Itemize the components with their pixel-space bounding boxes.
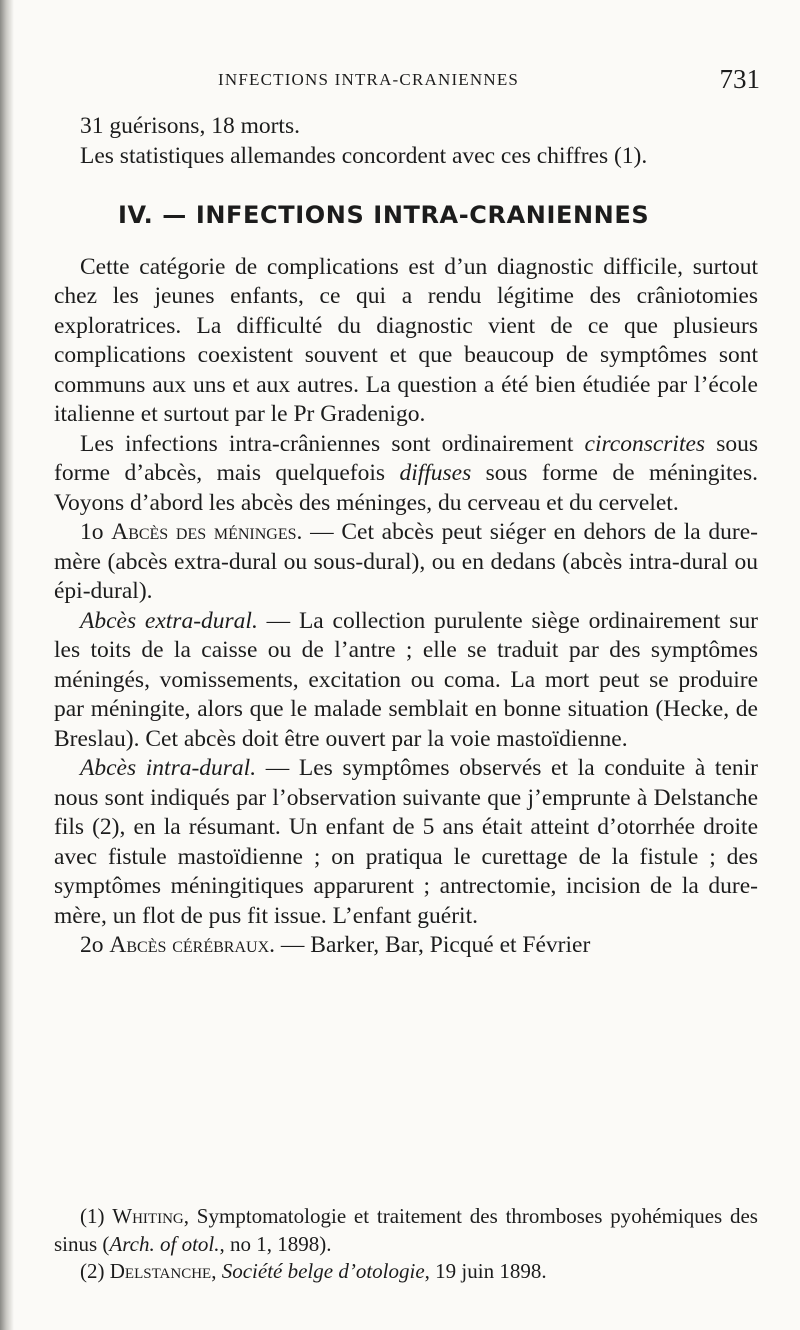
subsection-title-meninges: Abcès des méninges. <box>111 519 303 545</box>
paragraph-intradural <box>54 754 758 931</box>
footnotes <box>54 1203 758 1286</box>
text-run: sous forme de méningites. Voyons d’abord les abcès des méninges, du cerveau et du cervelet. <box>54 460 758 516</box>
subheading-extradural: Abcès extra-dural. <box>80 607 258 634</box>
page-body <box>54 112 758 961</box>
page-spine-shadow <box>0 0 14 1330</box>
footnote-author: Delstanche <box>109 1259 212 1283</box>
text-run: — Les symptômes observés et la conduite à tenir nous sont indiqués par l’observation suivante que j’emprunte à Delstanche fils (2), en la résumant. Un enfant de 5 ans était atteint d’otorrhée droite avec fistule mastoïdienne ; on pratiqua le curettage de la fistule ; des symptômes méningitiques apparurent ; antrectomie, incision de la dure-mère, un flot de pus fit issue. L’enfant guérit. <box>54 755 758 929</box>
footnote-marker: (2) <box>80 1259 110 1283</box>
subsection-title-cerebral: Abcès cérébraux. <box>109 932 276 958</box>
text-run: — Barker, Bar, Picqué et Février <box>275 932 591 958</box>
footnote-author: Whiting <box>112 1204 184 1228</box>
running-title: INFECTIONS INTRA-CRANIENNES <box>218 70 520 89</box>
paragraph-meninges-abscess <box>54 518 758 607</box>
text-run: , Symptomatologie et traitement des thromboses pyohémiques des sinus ( <box>54 1204 758 1256</box>
footnote-1 <box>54 1203 758 1258</box>
text-run: , 19 juin 1898. <box>424 1259 547 1283</box>
page-number: 731 <box>719 64 760 94</box>
footnote-journal: Société belge d’otologie <box>221 1259 425 1283</box>
paragraph-results: 31 guérisons, 18 morts. <box>80 113 300 139</box>
text-run: sous forme d’abcès, mais quelquefois <box>54 430 758 486</box>
footnote-2 <box>54 1258 758 1286</box>
running-head <box>90 64 760 98</box>
subheading-intradural: Abcès intra-dural. <box>80 755 257 781</box>
item-number: 1o <box>80 519 112 545</box>
paragraph-statistics: Les statistiques allemandes concordent avec ces chiffres (1). <box>80 142 648 169</box>
text-run: — Cet abcès peut siéger en dehors de la dure-mère (abcès extra-dural ou sous-dural), ou en dedans (abcès intra-dural ou épi-dural). <box>54 519 758 604</box>
paragraph-category: Cette catégorie de complications est d’un diagnostic difficile, surtout chez les jeunes enfants, ce qui a rendu légitime des crâniotomies exploratrices. La difficulté du diagnostic vient de ce que plusieurs complications coexistent souvent et que beaucoup de symptômes sont communs aux uns et aux autres. La question a été bien étudiée par l’école italienne et surtout par le Pr Gradenigo. <box>54 253 758 427</box>
paragraph-extradural <box>54 607 758 755</box>
section-heading: IV. — INFECTIONS INTRA-CRANIENNES <box>118 201 650 229</box>
text-run: Les infections intra-crâniennes sont ordinairement <box>80 430 585 457</box>
item-number: 2o <box>80 932 110 958</box>
footnote-marker: (1) <box>80 1204 113 1228</box>
text-run: , <box>211 1259 222 1283</box>
paragraph-cerebral-abscess <box>54 931 758 961</box>
italic-term-diffuses: diffuses <box>399 460 472 486</box>
italic-term-circonscrites: circonscrites <box>584 430 706 457</box>
text-run: — La collection purulente siège ordinairement sur les toits de la caisse ou de l’antre ; elle se traduit par des symptômes méningés, vomissements, excitation ou coma. La mort peut se produire par méningite, alors que le malade semblait en bonne situation (Hecke, de Breslau). Cet abcès doit être ouvert par la voie mastoïdienne. <box>54 607 758 752</box>
text-run: , no 1, 1898). <box>219 1231 332 1256</box>
footnote-journal: Arch. of otol. <box>109 1231 220 1256</box>
paragraph-infections <box>54 430 758 519</box>
